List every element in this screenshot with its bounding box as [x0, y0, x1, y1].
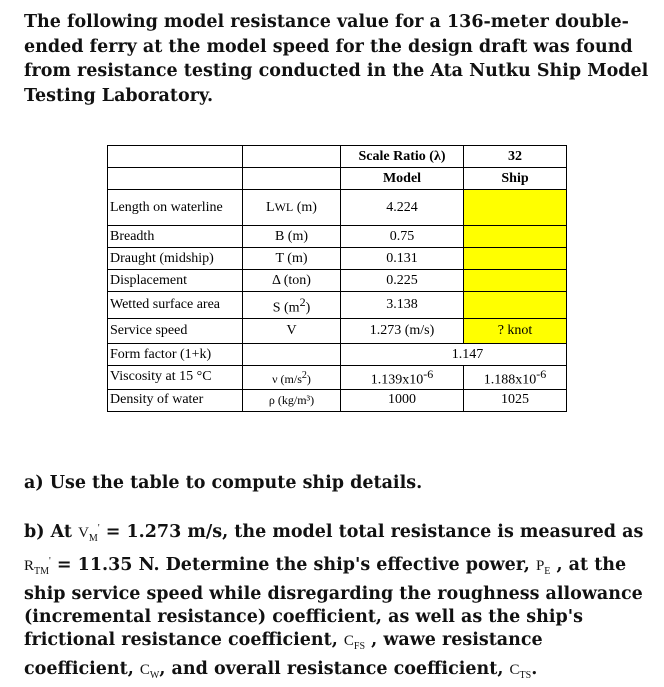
row-symbol: LWL (m): [243, 190, 341, 226]
model-value: 1.273 (m/s): [341, 319, 464, 344]
problem-intro: The following model resistance value for a 136-meter double-ended ferry at the model speed for the design draft was found from resistance testing conducted in the Ata Nutku Ship Model Testing Laboratory.: [24, 12, 649, 106]
model-value: 4.224: [341, 190, 464, 226]
table-row: [108, 319, 567, 344]
model-value: 0.225: [341, 270, 464, 292]
row-label: Displacement: [108, 270, 243, 292]
ship-value: [464, 226, 567, 248]
model-value: 0.75: [341, 226, 464, 248]
table-row: [108, 366, 567, 390]
model-value: 3.138: [341, 292, 464, 319]
table-row: [108, 226, 567, 248]
ship-model-table: [107, 145, 567, 412]
row-symbol: B (m): [243, 226, 341, 248]
row-label: Length on waterline: [108, 190, 243, 226]
ship-value: [464, 270, 567, 292]
row-label: Service speed: [108, 319, 243, 344]
ship-value: 1025: [464, 389, 567, 411]
question-b: b) At $V_M' = 1.273$ m/s, the model total resistance is measured as $R_{TM}' = 11.35$ N. Determine the ship's effective power, $P_E$ , at the ship service speed while disregarding the roughness allowance (incremental resistance) coefficient, as well as the ship's frictional resistance coefficient, $C_{FS}$ , wawe resistance coefficient, $C_W$, and overall resistance coefficient, $C_{TS}$.: [24, 522, 644, 681]
ship-value: [464, 190, 567, 226]
table-row: [108, 389, 567, 411]
ship-value: [464, 292, 567, 319]
row-symbol: V: [243, 319, 341, 344]
question-a: a) Use the table to compute ship details.: [24, 473, 423, 493]
table-row: [108, 146, 567, 168]
row-label: Density of water: [108, 389, 243, 411]
ship-header: Ship: [464, 168, 567, 190]
row-label: Breadth: [108, 226, 243, 248]
row-label: Form factor (1+k): [108, 344, 243, 366]
model-value: 1000: [341, 389, 464, 411]
row-symbol: T (m): [243, 248, 341, 270]
table-row: [108, 270, 567, 292]
table-row: [108, 190, 567, 226]
row-symbol: ρ (kg/m³): [243, 389, 341, 411]
table-row: [108, 292, 567, 319]
model-value: 0.131: [341, 248, 464, 270]
row-symbol: S $(m^2)$: [243, 292, 341, 319]
model-value: $1.139x10^{-6}$: [341, 366, 464, 390]
form-factor-value: 1.147: [341, 344, 567, 366]
scale-ratio-value: 32: [464, 146, 567, 168]
row-label: Draught (midship): [108, 248, 243, 270]
row-symbol: ν $(m/s^2)$: [243, 366, 341, 390]
row-label: Viscosity at 15 °C: [108, 366, 243, 390]
table-row: [108, 168, 567, 190]
ship-value: [464, 248, 567, 270]
ship-value: ? knot: [464, 319, 567, 344]
scale-ratio-label: Scale Ratio (λ): [341, 146, 464, 168]
row-label: Wetted surface area: [108, 292, 243, 319]
row-symbol: Δ (ton): [243, 270, 341, 292]
table-row: [108, 344, 567, 366]
table-row: [108, 248, 567, 270]
model-header: Model: [341, 168, 464, 190]
ship-value: $1.188x10^{-6}$: [464, 366, 567, 390]
